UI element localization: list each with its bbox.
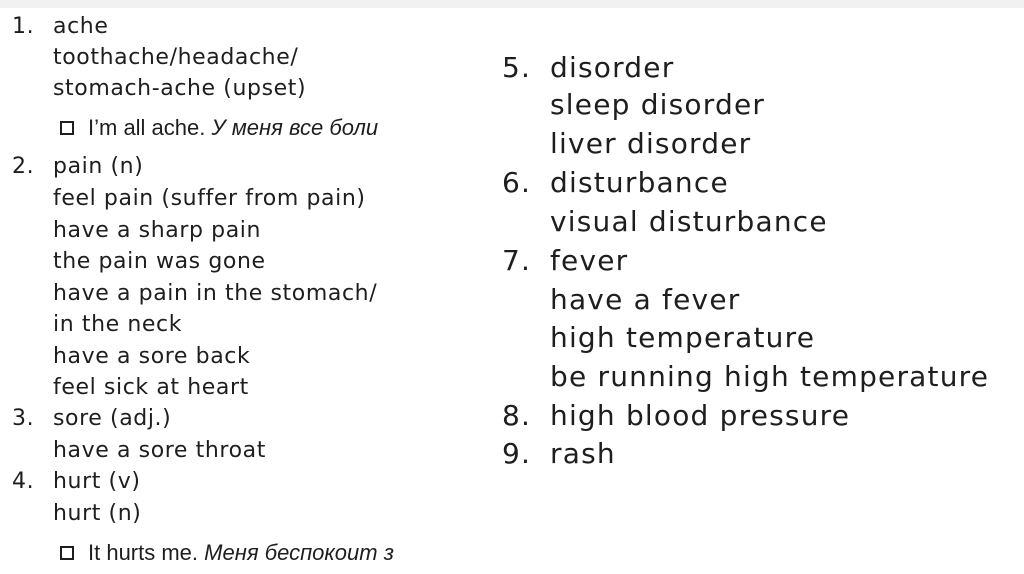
vocab-line: be running high temperature (550, 360, 990, 393)
vocab-line: have a sore throat (53, 438, 266, 463)
vocab-line: disturbance (550, 166, 729, 199)
vocab-line: disorder (550, 51, 675, 84)
vocab-line: pain (n) (53, 154, 144, 179)
entry-number: 2. (12, 154, 35, 179)
entry-number: 4. (12, 469, 35, 494)
vocab-line: stomach-ache (upset) (53, 76, 307, 101)
vocab-line: high blood pressure (550, 399, 851, 432)
entry-number: 5. (502, 51, 532, 84)
entry-number: 3. (12, 406, 35, 431)
vocab-line: feel sick at heart (53, 375, 249, 400)
vocab-line: ache (53, 14, 109, 39)
example-text: I’m all ache. (88, 115, 206, 140)
vocab-line: toothache/headache/ (53, 45, 299, 70)
entry-number: 8. (502, 399, 532, 432)
vocab-line: have a sharp pain (53, 218, 262, 243)
entry-number: 1. (12, 14, 35, 39)
vocab-line: hurt (n) (53, 501, 142, 526)
example-translation: У меня все боли (211, 115, 379, 140)
vocab-line: in the neck (53, 312, 183, 337)
example-text: It hurts me. (88, 540, 199, 565)
vocab-line: sleep disorder (550, 88, 766, 121)
example-translation: Меня беспокоит з (204, 540, 394, 565)
vocab-line: visual disturbance (550, 205, 828, 238)
vocab-line: liver disorder (550, 127, 752, 160)
vocab-line: feel pain (suffer from pain) (53, 186, 366, 211)
vocab-line: hurt (v) (53, 469, 141, 494)
vocab-line: have a pain in the stomach/ (53, 281, 378, 306)
vocab-line: the pain was gone (53, 249, 266, 274)
entry-number: 6. (502, 166, 532, 199)
entry-number: 7. (502, 244, 532, 277)
entry-number: 9. (502, 437, 532, 470)
vocab-line: high temperature (550, 321, 816, 354)
vocab-line: have a fever (550, 283, 741, 316)
vocab-line: rash (550, 437, 616, 470)
vocab-line: have a sore back (53, 344, 251, 369)
vocab-line: fever (550, 244, 629, 277)
vocab-line: sore (adj.) (53, 406, 172, 431)
